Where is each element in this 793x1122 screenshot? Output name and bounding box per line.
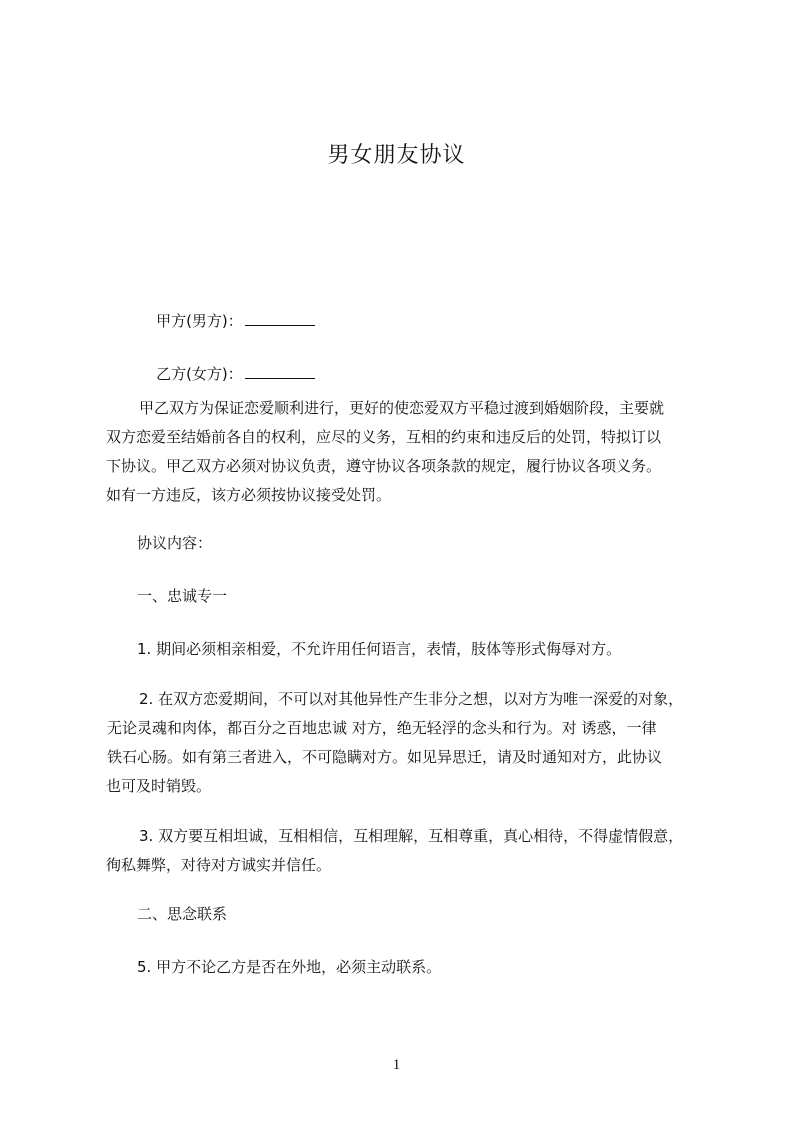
clause-2-line-2: 无论灵魂和肉体，都百分之百地忠诚 对方，绝无轻浮的念头和行为。对 诱惑，一律 xyxy=(107,719,657,737)
intro-line-3: 下协议。甲乙双方必须对协议负责，遵守协议各项条款的规定，履行协议各项义务。 xyxy=(106,457,662,475)
clause-2-line-1: 2. 在双方恋爱期间，不可以对其他异性产生非分之想，以对方为唯一深爱的对象， xyxy=(139,690,684,708)
party-a-blank xyxy=(245,311,315,326)
intro-line-1: 甲乙双方为保证恋爱顺利进行，更好的使恋爱双方平稳过渡到婚姻阶段，主要就 xyxy=(139,399,665,417)
section-2-heading: 二、思念联系 xyxy=(137,905,228,923)
party-a-label: 甲方(男方)： xyxy=(156,312,243,330)
clause-5: 5. 甲方不论乙方是否在外地，必须主动联系。 xyxy=(137,958,442,976)
clause-3-line-1: 3. 双方要互相坦诚，互相相信，互相理解，互相尊重，真心相待，不得虚情假意， xyxy=(139,827,684,845)
page-number: 1 xyxy=(392,1057,401,1073)
party-b-label: 乙方(女方)： xyxy=(156,365,243,383)
document-title: 男女朋友协议 xyxy=(327,143,466,168)
intro-line-4: 如有一方违反，该方必须按协议接受处罚。 xyxy=(106,486,392,504)
party-a-line xyxy=(137,291,315,351)
section-1-heading: 一、忠诚专一 xyxy=(137,587,228,605)
content-heading: 协议内容： xyxy=(137,534,213,552)
clause-2-line-4: 也可及时销毁。 xyxy=(106,777,212,795)
clause-3-line-2: 徇私舞弊，对待对方诚实并信任。 xyxy=(106,856,332,874)
party-b-blank xyxy=(245,364,315,379)
intro-line-2: 双方恋爱至结婚前各自的权利，应尽的义务，互相的约束和违反后的处罚，特拟订以 xyxy=(106,428,662,446)
clause-1: 1. 期间必须相亲相爱，不允许用任何语言，表情，肢体等形式侮辱对方。 xyxy=(137,640,622,658)
clause-2-line-3: 铁石心肠。如有第三者进入，不可隐瞒对方。如见异思迁，请及时通知对方，此协议 xyxy=(107,748,663,766)
party-b-line xyxy=(137,344,315,404)
